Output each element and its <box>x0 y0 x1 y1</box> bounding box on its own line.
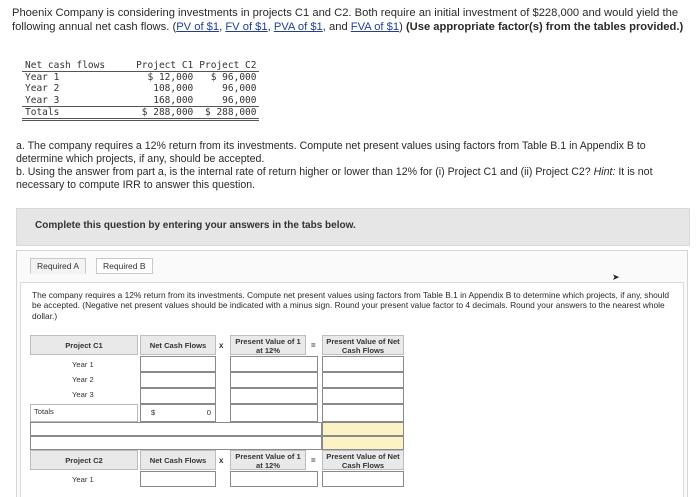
totals-c2: $ 288,000 <box>196 106 259 119</box>
pva-of-1-link[interactable]: PVA of $1 <box>273 21 323 33</box>
intro-text: Phoenix Company is considering investments in projects C1 and C2. Both require an initial investment of $228,000 and would yield the following annual net cash flows. ( <box>12 7 679 33</box>
table-row <box>22 83 259 94</box>
totals-c1: $ 288,000 <box>133 106 196 119</box>
hint-text: It is not necessary to compute IRR to answer this question. <box>16 166 653 191</box>
question-b-text: b. Using the answer from part a, is the internal rate of return higher or lower than 12% for (i) Project C1 and (ii) Project C2? <box>16 166 594 178</box>
c1-year1-cash-input[interactable] <box>140 356 216 372</box>
c1-totals-cash <box>140 404 216 422</box>
c1-totals-pvcf[interactable] <box>322 404 404 422</box>
cell-c2: $ 96,000 <box>210 72 257 84</box>
times-sign: x <box>219 341 224 350</box>
c1-year2-cash-input[interactable] <box>140 372 216 388</box>
totals-label: Totals <box>22 106 133 119</box>
question-text <box>16 140 692 192</box>
banner-text: Complete this question by entering your answers in the tabs below. <box>35 220 356 231</box>
year-3-label: Year 3 <box>72 390 94 399</box>
and-text: and <box>329 21 348 33</box>
header-project-c1: Project C1 <box>133 60 196 72</box>
tab-instructions: The company requires a 12% return from its investments. Compute net present values using factors from Table B.1 in Appendix B to determine which projects, if any, should be accepted. (Negative net present values should be indicated with a minus sign. Round your present value factor to 4 decimals. Round your answers to the nearest whole dollar.) <box>32 290 669 321</box>
dollar-sign: $ <box>151 408 156 417</box>
problem-intro: Phoenix Company is considering investments in projects C1 and C2. Both require an initial investment of $228,000 and would yield the following annual net cash flows. (PV of $1, FV of $1, PVA of $1, and FVA of $1) (Use appropriate factor(s) from the tables provided.) <box>12 7 684 33</box>
cell-c1: $ 12,000 <box>147 72 194 84</box>
fva-of-1-link[interactable]: FVA of $1 <box>350 21 400 33</box>
mouse-cursor-icon: ➤ <box>612 272 620 282</box>
cell-c1: 108,000 <box>153 83 194 95</box>
c1-year3-cash-input[interactable] <box>140 388 216 404</box>
pv-of-1-link[interactable]: PV of $1 <box>176 21 220 33</box>
col-cash-label: Net Cash Flows <box>149 341 207 350</box>
worksheet-c2-title-cell <box>30 450 138 470</box>
c1-year1-pv-input[interactable] <box>230 356 318 372</box>
c2-col-header-pv: Present Value of 1 at 12% <box>230 450 306 470</box>
header-net-cash-flows: Net cash flows <box>22 60 133 72</box>
year-1-label: Year 1 <box>72 360 94 369</box>
col-header-pv: Present Value of 1 at 12% <box>230 335 306 355</box>
equals-sign: = <box>311 341 316 350</box>
c1-year3-pv-input[interactable] <box>230 388 318 404</box>
fv-of-1-link[interactable]: FV of $1 <box>225 21 268 33</box>
worksheet-c1-title-cell <box>30 335 138 355</box>
totals-label: Totals <box>34 407 54 416</box>
year-2-label: Year 2 <box>72 375 94 384</box>
c2-col-header-cash <box>140 450 216 470</box>
c2-col-header-pvcf: Present Value of Net Cash Flows <box>322 450 404 470</box>
c2-equals-sign: = <box>311 456 316 465</box>
c1-totals-pv <box>230 404 318 422</box>
cell-c2: 96,000 <box>222 94 257 106</box>
col-header-cash <box>140 335 216 355</box>
worksheet-c2-title: Project C2 <box>65 456 103 465</box>
intro-instruction: (Use appropriate factor(s) from the tables provided.) <box>405 21 684 33</box>
c2-year1-cash-input[interactable] <box>140 471 216 487</box>
c1-year2-pvcf-input[interactable] <box>322 372 404 388</box>
c2-times-sign: x <box>219 456 224 465</box>
table-row <box>22 95 259 107</box>
row-label: Year 2 <box>25 83 60 95</box>
c1-totals-value: 0 <box>206 408 211 417</box>
instructions-banner <box>16 208 690 246</box>
question-a: a. The company requires a 12% return from its investments. Compute net present values using factors from Table B.1 in Appendix B to determine which projects, if any, should be accepted. <box>16 140 646 165</box>
header-project-c2: Project C2 <box>196 60 259 72</box>
col-header-pvcf: Present Value of Net Cash Flows <box>322 335 404 355</box>
c1-year2-pv-input[interactable] <box>230 372 318 388</box>
totals-label-cell <box>30 404 138 422</box>
cash-flow-table <box>22 60 259 121</box>
tab-required-a[interactable]: Required A <box>30 258 86 274</box>
c1-year3-pvcf-input[interactable] <box>322 388 404 404</box>
hint-label: Hint: <box>593 166 616 178</box>
table-row <box>22 72 259 84</box>
worksheet-c2 <box>30 450 410 496</box>
c1-blank-row-1[interactable] <box>30 422 322 436</box>
c2-col-cash-label: Net Cash Flows <box>149 456 207 465</box>
cell-c2: 96,000 <box>222 83 257 95</box>
row-label: Year 1 <box>25 72 60 84</box>
question-b <box>16 166 692 192</box>
c2-year-1-label: Year 1 <box>72 475 94 484</box>
worksheet-c1-title: Project C1 <box>65 341 103 350</box>
c1-npv-input[interactable] <box>322 436 404 450</box>
tab-required-b[interactable]: Required B <box>96 258 153 274</box>
c1-blank-row-2[interactable] <box>30 436 322 450</box>
row-label: Year 3 <box>25 94 60 106</box>
totals-row <box>22 106 259 119</box>
c2-year1-pv-input[interactable] <box>230 471 318 487</box>
c1-initial-investment-input[interactable] <box>322 422 404 436</box>
c2-year1-pvcf-input[interactable] <box>322 471 404 487</box>
intro-text-2: ) <box>399 21 406 33</box>
c1-year1-pvcf-input[interactable] <box>322 356 404 372</box>
cell-c1: 168,000 <box>153 94 194 106</box>
